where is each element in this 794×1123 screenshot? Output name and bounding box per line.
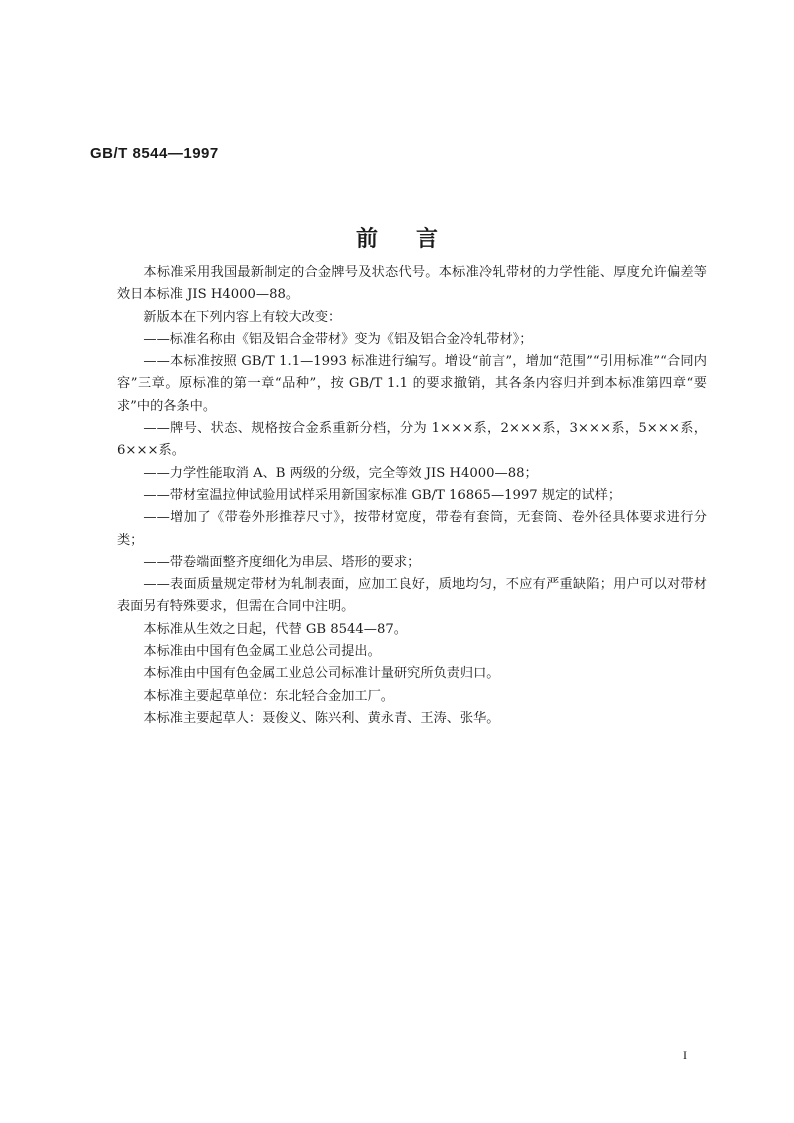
list-item: ——带卷端面整齐度细化为串层、塔形的要求； xyxy=(143,554,421,570)
page-number: I xyxy=(683,1048,687,1062)
list-item: ——带材室温拉伸试验用试样采用新国家标准 GB/T 16865—1997 规定的试样； xyxy=(143,487,622,503)
list-item: ——增加了《带卷外形推荐尺寸》，按带材宽度，带卷有套筒，无套筒、卷外径具体要求进行分类； xyxy=(117,510,707,548)
paragraph: 新版本在下列内容上有较大改变： xyxy=(143,309,342,325)
paragraph: 本标准从生效之日起，代替 GB 8544—87。 xyxy=(143,621,407,637)
paragraph: 本标准由中国有色金属工业总公司标准计量研究所负责归口。 xyxy=(143,666,500,682)
foreword-body xyxy=(117,262,707,730)
paragraph: 本标准采用我国最新制定的合金牌号及状态代号。本标准冷轧带材的力学性能、厚度允许偏差等效日本标准 JIS H4000—88。 xyxy=(117,265,707,303)
paragraph: 本标准主要起草人：聂俊义、陈兴利、黄永青、王涛、张华。 xyxy=(143,710,500,726)
list-item: ——标准名称由《铝及铝合金带材》变为《铝及铝合金冷轧带材》； xyxy=(143,331,533,347)
paragraph: 本标准主要起草单位：东北轻合金加工厂。 xyxy=(143,688,394,704)
standard-code: GB/T 8544—1997 xyxy=(90,145,219,162)
paragraph: 本标准由中国有色金属工业总公司提出。 xyxy=(143,644,381,660)
list-item: ——表面质量规定带材为轧制表面，应加工良好，质地均匀，不应有严重缺陷；用户可以对带材表面另有特殊要求，但需在合同中注明。 xyxy=(117,577,707,615)
list-item: ——牌号、状态、规格按合金系重新分档，分为 1×××系，2×××系，3×××系，5×××系，6×××系。 xyxy=(117,421,707,459)
list-item: ——力学性能取消 A、B 两级的分级，完全等效 JIS H4000—88； xyxy=(143,465,538,481)
list-item: ——本标准按照 GB/T 1.1—1993 标准进行编写。增设“前言”，增加“范围”“引用标准”“合同内容”三章。原标准的第一章“品种”，按 GB/T 1.1 的要求撤销，其各条内容归并到本标准第四章“要求”中的各条中。 xyxy=(117,354,707,414)
page-title: 前言 xyxy=(355,227,476,252)
